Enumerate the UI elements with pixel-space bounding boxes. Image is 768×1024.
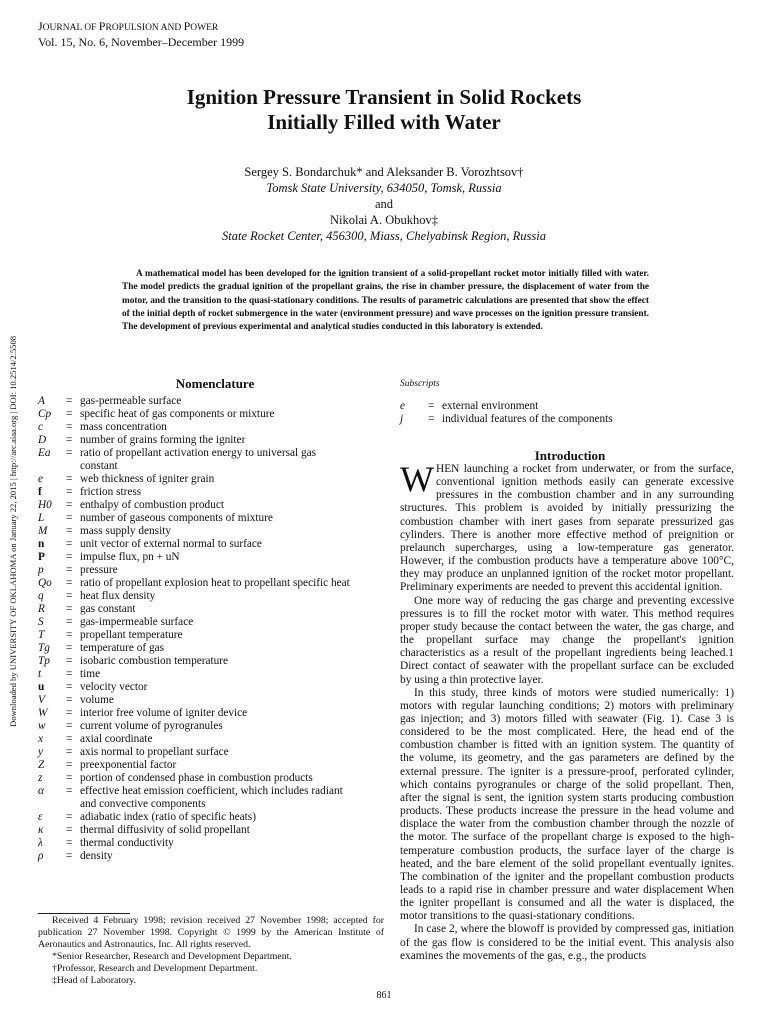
nomenclature-row [38, 434, 384, 447]
nomenclature-row [38, 421, 384, 434]
nomenclature-definition: axis normal to propellant surface [80, 746, 229, 758]
nomenclature-row [38, 707, 384, 720]
nomenclature-equals: = [66, 694, 73, 706]
nomenclature-symbol: S [38, 616, 44, 628]
nomenclature-equals: = [66, 772, 73, 784]
nomenclature-symbol: α [38, 785, 44, 797]
nomenclature-row [38, 525, 384, 538]
nomenclature-equals: = [66, 590, 73, 602]
nomenclature-symbol: q [38, 590, 44, 602]
nomenclature-row [38, 499, 384, 512]
nomenclature-definition: velocity vector [80, 681, 148, 693]
footnote-rule [38, 913, 130, 914]
nomenclature-row [38, 850, 384, 863]
nomenclature-symbol: Tp [38, 655, 50, 667]
nomenclature-symbol: w [38, 720, 46, 732]
nomenclature-row [38, 811, 384, 824]
nomenclature-row [38, 590, 384, 603]
nomenclature-symbol: Cp [38, 408, 52, 420]
nomenclature-symbol: P [38, 551, 45, 563]
nomenclature-equals: = [66, 564, 73, 576]
nomenclature-symbol: M [38, 525, 48, 537]
nomenclature-definition: heat flux density [80, 590, 156, 602]
nomenclature-equals: = [66, 655, 73, 667]
nomenclature-list [38, 395, 384, 863]
nomenclature-equals: = [66, 707, 73, 719]
nomenclature-symbol: H0 [38, 499, 52, 511]
intro-paragraph-3: In this study, three kinds of motors were studied numerically: 1) motors with regular launching conditions; 2) motors with preliminary gas injection; and 3) motors filled with seawater (Fig. 1). Case 3 is considered to be the most complicated. Here, the head end of the combustion chamber is fitted with an ignition system. The quantity of the volume, its geometry, and the gas parameters are defined by the external pressure. The igniter is a pressure-proof, perforated cylinder, which contains pyrogranules or charge of the solid propellant. Then, after the signal is sent, the ignition system starts producing combustion products. These products increase the pressure in the head volume and displace the water from the combustion chamber through the nozzle of the motor. The surface of the propellant charge is exposed to the high-temperature combustion products, the surface layer of the charge is heated, and the bare element of the solid propellant eventually ignites. The combination of the igniter and the propellant combustion products leads to a rapid rise in chamber pressure and water displacement When the igniter propellant is consumed and all the water is displaced, the motor transitions to the quasi-stationary conditions. [400, 686, 734, 923]
intro-paragraph-2: One more way of reducing the gas charge and preventing excessive pressures is to fill the rocket motor with water. This method requires proper study because the contact between the water, the gas charge, and the propellant surface may change the propellant's ignition characteristics as a result of the propellant ingredients being leached.1 Direct contact of seawater with the propellant surface can be excluded by using a thin protective layer. [400, 594, 734, 686]
nomenclature-equals: = [66, 577, 73, 589]
subscript-equals: = [428, 400, 435, 412]
nomenclature-equals: = [66, 785, 73, 797]
nomenclature-definition: current volume of pyrogranules [80, 720, 223, 732]
nomenclature-row [38, 824, 384, 837]
nomenclature-symbol: Tg [38, 642, 50, 654]
nomenclature-symbol: f [38, 486, 42, 498]
nomenclature-row [38, 577, 384, 590]
nomenclature-definition: mass concentration [80, 421, 167, 433]
nomenclature-symbol: R [38, 603, 45, 615]
nomenclature-equals: = [66, 733, 73, 745]
footnote-1: *Senior Researcher, Research and Development Department. [52, 951, 292, 962]
nomenclature-row [38, 772, 384, 785]
footnotes [38, 915, 384, 987]
nomenclature-row [38, 408, 384, 421]
nomenclature-symbol: t [38, 668, 42, 680]
nomenclature-definition: ratio of propellant activation energy to universal gas [80, 447, 317, 459]
nomenclature-definition: thermal diffusivity of solid propellant [80, 824, 250, 836]
nomenclature-symbol: Qo [38, 577, 52, 589]
nomenclature-row [38, 603, 384, 616]
nomenclature-definition: volume [80, 694, 114, 706]
drop-cap: W [400, 459, 434, 499]
nomenclature-definition: interior free volume of igniter device [80, 707, 248, 719]
nomenclature-equals: = [66, 473, 73, 485]
subscript-row [400, 400, 740, 413]
nomenclature-row [38, 616, 384, 629]
nomenclature-row [38, 538, 384, 551]
nomenclature-row [38, 655, 384, 668]
nomenclature-symbol: y [38, 746, 44, 758]
nomenclature-row [38, 837, 384, 850]
nomenclature-symbol: x [38, 733, 44, 745]
nomenclature-symbol: ρ [38, 850, 44, 862]
nomenclature-symbol: κ [38, 824, 44, 836]
nomenclature-row [38, 746, 384, 759]
nomenclature-symbol: D [38, 434, 47, 446]
nomenclature-definition: impulse flux, pn + uN [80, 551, 180, 563]
nomenclature-equals: = [66, 642, 73, 654]
nomenclature-symbol: c [38, 421, 44, 433]
nomenclature-equals: = [66, 486, 73, 498]
nomenclature-definition: specific heat of gas components or mixture [80, 408, 275, 420]
affiliation-1: Tomsk State University, 634050, Tomsk, Russia [266, 181, 502, 195]
nomenclature-definition: number of grains forming the igniter [80, 434, 246, 446]
nomenclature-definition: unit vector of external normal to surface [80, 538, 262, 550]
nomenclature-definition-continued: constant [80, 460, 118, 472]
nomenclature-row [38, 629, 384, 642]
nomenclature-equals: = [66, 603, 73, 615]
intro-paragraph-4: In case 2, where the blowoff is provided by compressed gas, initiation of the gas flow is considered to be the initial event. This analysis also examines the movements of the gas, e.g., the products [400, 923, 734, 962]
subscripts-list [400, 400, 740, 426]
nomenclature-row [38, 447, 384, 460]
subscript-symbol: e [400, 400, 406, 412]
nomenclature-symbol: p [38, 564, 44, 576]
nomenclature-row [38, 733, 384, 746]
nomenclature-definition: friction stress [80, 486, 142, 498]
nomenclature-definition: density [80, 850, 113, 862]
nomenclature-symbol: Ea [38, 447, 51, 459]
nomenclature-row [38, 486, 384, 499]
nomenclature-row [38, 720, 384, 733]
abstract: A mathematical model has been developed for the ignition transient of a solid-propellant rocket motor initially filled with water. The model predicts the gradual ignition of the propellant grains, the rise in chamber pressure, the displacement of water from the motor, and the transition to the quasi-stationary conditions. The results of parametric calculations are presented that show the effect of the initial depth of rocket submergence in the water (environment pressure) and wave processes on the ignition pressure transient. The development of previous experimental and analytical studies conducted in this laboratory is extended. [122, 269, 649, 333]
nomenclature-definition: pressure [80, 564, 118, 576]
nomenclature-equals: = [66, 668, 73, 680]
nomenclature-symbol: L [38, 512, 45, 524]
introduction-body [400, 459, 734, 963]
nomenclature-definition: enthalpy of combustion product [80, 499, 225, 511]
nomenclature-row [38, 759, 384, 772]
nomenclature-row [38, 512, 384, 525]
nomenclature-definition: effective heat emission coefficient, which includes radiant [80, 785, 343, 797]
nomenclature-symbol: e [38, 473, 44, 485]
nomenclature-symbol: u [38, 681, 45, 693]
journal-name: JOURNAL OF PROPULSION AND POWER [38, 19, 219, 33]
nomenclature-heading: Nomenclature [175, 376, 255, 391]
nomenclature-symbol: n [38, 538, 45, 550]
subscript-definition: external environment [442, 400, 539, 412]
nomenclature-equals: = [66, 720, 73, 732]
nomenclature-row [38, 681, 384, 694]
nomenclature-definition: thermal conductivity [80, 837, 174, 849]
authors-and: and [374, 197, 394, 211]
nomenclature-symbol: ε [38, 811, 43, 823]
nomenclature-definition: gas constant [80, 603, 136, 615]
nomenclature-equals: = [66, 616, 73, 628]
subscript-equals: = [428, 413, 435, 425]
nomenclature-equals: = [66, 447, 73, 459]
nomenclature-equals: = [66, 525, 73, 537]
nomenclature-equals: = [66, 421, 73, 433]
subscript-definition: individual features of the components [442, 413, 613, 425]
nomenclature-equals: = [66, 681, 73, 693]
affiliation-2: State Rocket Center, 456300, Miass, Chelyabinsk Region, Russia [222, 229, 546, 243]
nomenclature-equals: = [66, 759, 73, 771]
nomenclature-row [38, 642, 384, 655]
nomenclature-symbol: W [38, 707, 48, 719]
page-number: 861 [376, 990, 392, 1001]
authors-line-1: Sergey S. Bondarchuk* and Aleksander B. Vorozhtsov† [244, 165, 524, 179]
footnote-3: ‡Head of Laboratory. [52, 975, 136, 986]
nomenclature-definition: number of gaseous components of mixture [80, 512, 273, 524]
nomenclature-equals: = [66, 629, 73, 641]
nomenclature-definition: portion of condensed phase in combustion products [80, 772, 313, 784]
nomenclature-symbol: A [38, 395, 45, 407]
journal-header [38, 19, 244, 49]
nomenclature-definition: gas-permeable surface [80, 395, 182, 407]
nomenclature-definition: isobaric combustion temperature [80, 655, 229, 667]
nomenclature-definition: web thickness of igniter grain [80, 473, 215, 485]
subscript-row [400, 413, 740, 426]
footnote-2: †Professor, Research and Development Department. [52, 963, 258, 974]
nomenclature-definition: adiabatic index (ratio of specific heats) [80, 811, 256, 823]
nomenclature-row [38, 395, 384, 408]
subscripts-heading: Subscripts [400, 379, 440, 389]
author-block [0, 164, 768, 244]
nomenclature-equals: = [66, 850, 73, 862]
nomenclature-equals: = [66, 512, 73, 524]
nomenclature-row [38, 564, 384, 577]
nomenclature-equals: = [66, 499, 73, 511]
journal-volume: Vol. 15, No. 6, November–December 1999 [38, 35, 245, 49]
nomenclature-equals: = [66, 538, 73, 550]
nomenclature-symbol: λ [38, 837, 43, 849]
nomenclature-row [38, 694, 384, 707]
nomenclature-equals: = [66, 434, 73, 446]
nomenclature-equals: = [66, 551, 73, 563]
nomenclature-definition: ratio of propellant explosion heat to propellant specific heat [80, 577, 350, 589]
nomenclature-equals: = [66, 837, 73, 849]
nomenclature-symbol: T [38, 629, 45, 641]
nomenclature-definition: temperature of gas [80, 642, 165, 654]
nomenclature-equals: = [66, 395, 73, 407]
nomenclature-definition: preexponential factor [80, 759, 177, 771]
nomenclature-equals: = [66, 824, 73, 836]
nomenclature-symbol: z [38, 772, 43, 784]
nomenclature-definition-continued: and convective components [80, 798, 206, 810]
nomenclature-equals: = [66, 811, 73, 823]
nomenclature-row [38, 668, 384, 681]
nomenclature-row [38, 473, 384, 486]
nomenclature-equals: = [66, 746, 73, 758]
nomenclature-definition: time [80, 668, 101, 680]
nomenclature-equals: = [66, 408, 73, 420]
nomenclature-symbol: Z [38, 759, 45, 771]
nomenclature-definition: axial coordinate [80, 733, 153, 745]
intro-paragraph-1: WHEN launching a rocket from underwater, or from the surface, conventional ignition methods easily can generate excessive pressures in the combustion chamber and in any surrounding structures. This problem is avoided by initially pressurizing the combustion chamber with inert gases from separate pressurized gas cylinders. There is another more effective method of preignition or prelaunch supercharges, using a low-temperature gas generator. However, if the combustion products have a temperature above 100°C, they may produce an unplanned ignition of the rocket motor propellant. Preliminary experiments are needed to prevent this accidental ignition. [400, 459, 734, 594]
subscript-symbol: j [400, 413, 404, 425]
nomenclature-definition: gas-impermeable surface [80, 616, 194, 628]
authors-line-2: Nikolai A. Obukhov‡ [330, 213, 438, 227]
received-note: Received 4 February 1998; revision received 27 November 1998; accepted for publication 27 November 1998. Copyright © 1999 by the American Institute of Aeronautics and Astronautics, Inc. All rights reserved. [38, 915, 384, 950]
nomenclature-definition: propellant temperature [80, 629, 183, 641]
nomenclature-row [38, 785, 384, 798]
download-side-label: Downloaded by UNIVERSITY OF OKLAHOMA on January 22, 2015 | http://arc.aiaa.org | DOI: 10.2514/2.5508 [8, 335, 18, 727]
nomenclature-symbol: V [38, 694, 45, 706]
nomenclature-row [38, 551, 384, 564]
introduction-heading: Introduction [534, 448, 606, 463]
nomenclature-definition: mass supply density [80, 525, 172, 537]
paper-title: Ignition Pressure Transient in Solid Rockets Initially Filled with Water [186, 85, 582, 134]
